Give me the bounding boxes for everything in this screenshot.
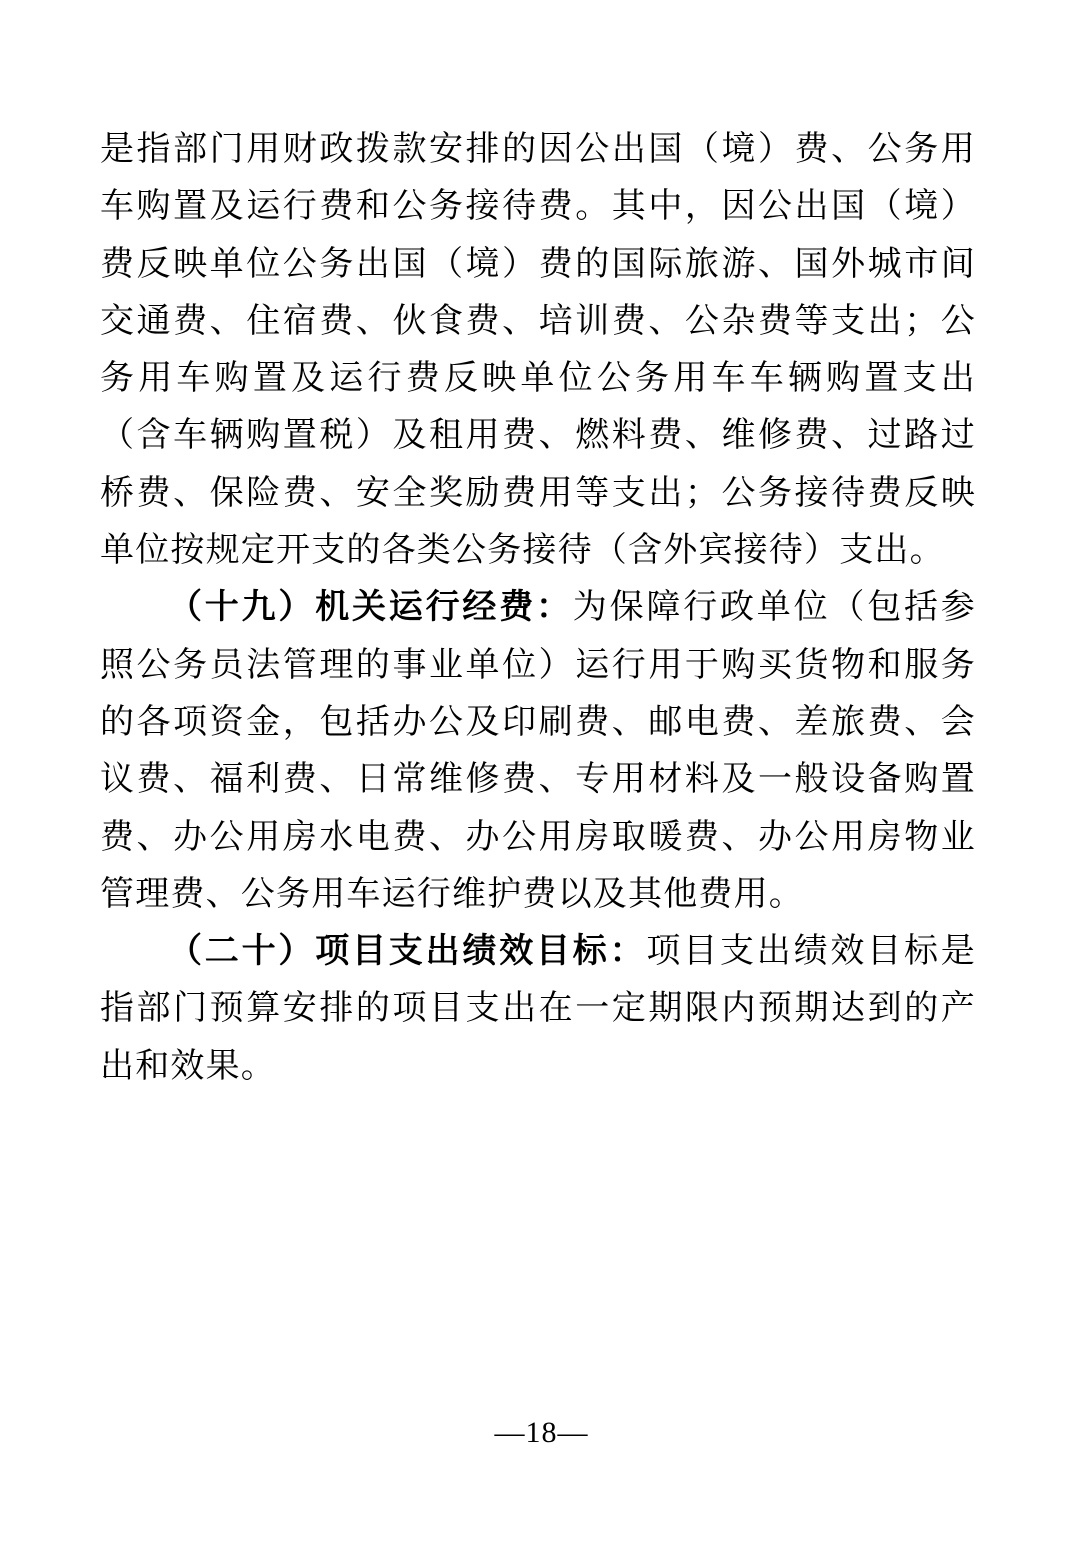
paragraph-body-text: 项目支出绩效目标是指部门预算安排的项目支出在一定期限内预期达到的产出和效果。 xyxy=(100,933,976,1085)
page-number: —18— xyxy=(494,1416,589,1449)
paragraph-body-text: 是指部门用财政拨款安排的因公出国（境）费、公务用车购置及运行费和公务接待费。其中，因公出国（境）费反映单位公务出国（境）费的国际旅游、国外城市间交通费、住宿费、伙食费、培训费、公杂费等支出；公务用车购置及运行费反映单位公务用车车辆购置支出（含车辆购置税）及租用费、燃料费、维修费、过路过桥费、保险费、安全奖励费用等支出；公务接待费反映单位按规定开支的各类公务接待（含外宾接待）支出。 xyxy=(100,131,976,570)
paragraph-continued xyxy=(100,121,976,579)
document-body xyxy=(100,121,976,1095)
paragraph-heading: （十九）机关运行经费： xyxy=(168,589,573,627)
paragraph-body-text: 为保障行政单位（包括参照公务员法管理的事业单位）运行用于购买货物和服务的各项资金，包括办公及印刷费、邮电费、差旅费、会议费、福利费、日常维修费、专用材料及一般设备购置费、办公用房水电费、办公用房取暖费、办公用房物业管理费、公务用车运行维护费以及其他费用。 xyxy=(100,589,976,913)
paragraph-item-19 xyxy=(100,579,976,923)
paragraph-heading: （二十）项目支出绩效目标： xyxy=(168,933,647,971)
paragraph-item-20 xyxy=(100,923,976,1095)
